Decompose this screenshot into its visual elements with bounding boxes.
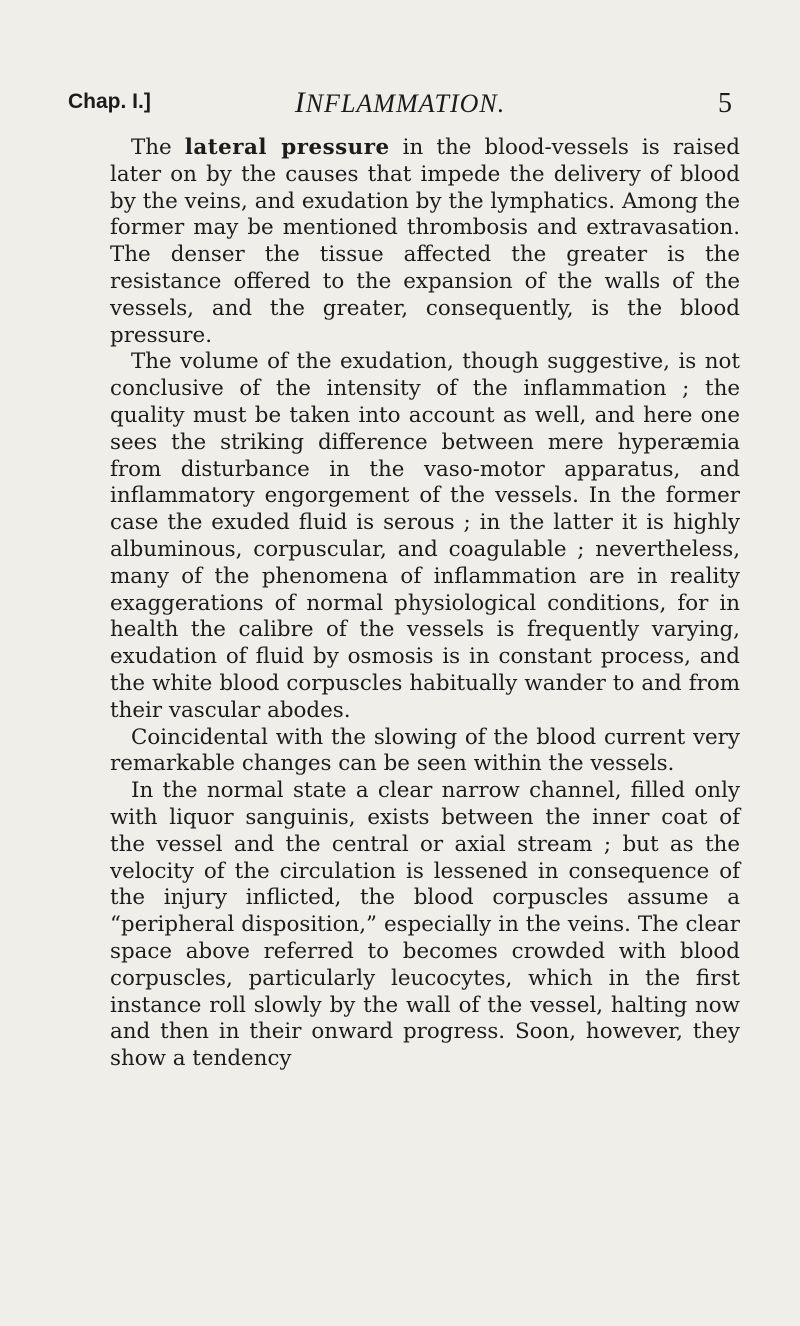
body-text — [110, 135, 740, 1073]
paragraph-normal-state: In the normal state a clear narrow channel, filled only with liquor sanguinis, exists between the inner coat of the vessel and the central or axial stream ; but as the velocity of the circulation is lessened in consequence of the injury inflicted, the blood corpuscles assume a “peripheral disposition,” especially in the veins. The clear space above referred to becomes crowded with blood corpuscles, particularly leucocytes, which in the first instance roll slowly by the wall of the vessel, halting now and then in their onward progress. Soon, however, they show a tendency — [110, 778, 740, 1072]
paragraph-coincidental: Coincidental with the slowing of the blood current very remarkable changes can be seen within the vessels. — [110, 724, 740, 777]
paragraph-exudation-volume: The volume of the exudation, though suggestive, is not conclusive of the intensity of the inflammation ; the quality must be taken into account as well, and here one sees the striking difference between mere hyperæmia from disturbance in the vaso-motor apparatus, and inflammatory engorgement of the vessels. In the former case the exuded fluid is serous ; in the latter it is highly albuminous, corpuscular, and coagulable ; nevertheless, many of the phenomena of inflammation are in reality exaggerations of normal physiological conditions, for in health the calibre of the vessels is frequently varying, exudation of fluid by osmosis is in constant process, and the white blood corpuscles habitually wander to and from their vascular abodes. — [110, 349, 740, 723]
running-header — [68, 86, 732, 122]
paragraph-lateral-pressure — [110, 135, 740, 349]
running-title: INFLAMMATION. — [294, 86, 506, 119]
emphasized-term: lateral pressure — [184, 135, 390, 160]
page-number: 5 — [718, 88, 732, 119]
paragraph-lead: The — [131, 135, 185, 160]
chapter-label: Chap. I.] — [68, 90, 151, 113]
paragraph-rest: in the blood-vessels is raised later on by the causes that impede the delivery of blood by the veins, and exudation by the lymphatics. Among the former may be mentioned thrombosis and extravasation. The denser the tissue affected the greater is the resistance offered to the expansion of the walls of the vessels, and the greater, consequently, is the blood pressure. — [110, 135, 740, 348]
